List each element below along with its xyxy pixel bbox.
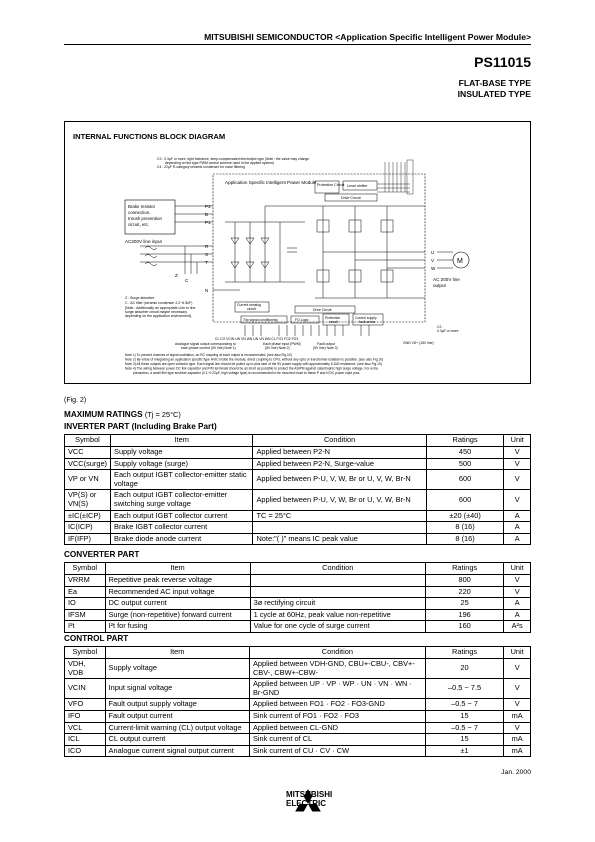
ac-output-1: AC 200V line (433, 277, 460, 282)
inverter-table (64, 434, 531, 545)
protection-2-label: Protection (325, 316, 341, 320)
item-cell: Current-limit warning (CL) output voltage (105, 722, 249, 734)
symbol-cell: VDH, VDB (65, 659, 106, 679)
rating-cell: 220 (425, 586, 503, 598)
c-note-2c: depending on the application environment]. (125, 314, 192, 318)
symbol-cell: I²t (65, 621, 106, 633)
rating-cell: 450 (426, 447, 504, 459)
condition-cell: Note:"( )" means IC peak value (253, 533, 426, 545)
symbol-cell: VCIN (65, 679, 106, 699)
unit-cell: A (504, 510, 531, 522)
condition-cell: Sink current of CL (249, 734, 425, 746)
unit-cell: V (504, 699, 531, 711)
level-shifter-label: Level shifter (347, 184, 368, 188)
symbol-cell: VP or VN (65, 470, 111, 490)
rating-cell: 196 (425, 609, 503, 621)
table-row (65, 522, 531, 534)
fault-output-note: Fault output (317, 342, 335, 346)
item-cell: Input signal voltage (105, 679, 249, 699)
company-header: MITSUBISHI SEMICONDUCTOR <Application Specific Intelligent Power Module> (204, 32, 531, 42)
table-row (65, 447, 531, 459)
unit-cell: A²s (504, 621, 531, 633)
col-symbol: Symbol (65, 563, 106, 575)
rectifier (225, 222, 305, 282)
item-cell: Each output IGBT collector-emitter static voltage (111, 470, 253, 490)
brake-label-1: Brake resistor (128, 204, 156, 209)
note-3: Note 3) All these outputs are open collector type. Each signal line should be pulled up to plus side of the 5V power supply with approximately 5.1kΩ resistance. (see also Fig.10) (125, 362, 382, 366)
asipm-outline (213, 174, 425, 322)
table-row (65, 722, 531, 734)
condition-cell: Sink current of CU · CV · CW (249, 745, 425, 757)
block-diagram (65, 122, 530, 383)
item-cell: Recommended AC input voltage (105, 586, 250, 598)
item-cell: Surge (non-repetitive) forward current (105, 609, 250, 621)
package-type (458, 78, 531, 100)
condition-cell: 3ø rectifying circuit (250, 598, 425, 610)
item-cell: Supply voltage (111, 447, 253, 459)
max-ratings-condition: (Tj = 25°C) (144, 410, 181, 419)
trip-signal-label: Trip signal conditioning (243, 318, 278, 322)
c2-note: C2 : (437, 325, 444, 329)
condition-cell: Sink current of FO1 · FO2 · FO3 (249, 710, 425, 722)
note-c4: C4 : 22μF R-category ceramic condenser for noise filtering (157, 165, 245, 169)
rating-cell: 15 (425, 734, 504, 746)
terminal-n: N (205, 288, 209, 293)
terminal-p1: P1 (205, 220, 211, 225)
rating-cell: –0.5 ~ 7.5 (425, 679, 504, 699)
unit-cell: V (504, 659, 531, 679)
max-ratings-heading (64, 410, 181, 419)
rating-cell: ±20 (±40) (426, 510, 504, 522)
table-row (65, 679, 531, 699)
c-label: C (185, 278, 189, 283)
symbol-cell: VP(S) or VN(S) (65, 490, 111, 510)
brake-label-2: connection, (128, 210, 151, 215)
col-unit: Unit (504, 647, 531, 659)
condition-cell: Applied between P-U, V, W, Br or U, V, W, Br-N (253, 470, 426, 490)
table-row (65, 575, 531, 587)
control-header-row (65, 647, 531, 659)
symbol-cell: IC(ICP) (65, 522, 111, 534)
unit-cell: mA (504, 734, 531, 746)
fault-output-note-b: (5V line) Note 3) (313, 346, 338, 350)
protection-label: Protection Circuit (317, 183, 345, 187)
z-note: Z : Surge absorber. (125, 296, 155, 300)
condition-cell: Applied between CL-GND (249, 722, 425, 734)
unit-cell: V (504, 679, 531, 699)
unit-cell: A (504, 598, 531, 610)
terminal-w: W (431, 266, 436, 271)
col-ratings: Ratings (425, 647, 504, 659)
symbol-cell: VFO (65, 699, 106, 711)
unit-cell: V (504, 470, 531, 490)
item-cell: Analogue current signal output current (105, 745, 249, 757)
block-diagram-frame (64, 121, 531, 384)
unit-cell: A (504, 522, 531, 534)
col-unit: Unit (504, 563, 531, 575)
diagram-title: INTERNAL FUNCTIONS BLOCK DIAGRAM (73, 132, 226, 141)
condition-cell (250, 575, 425, 587)
c-note: C : AC filter (ceramic condenser 2.2~6.5nF) (125, 301, 193, 305)
part-number: PS11015 (474, 54, 531, 70)
symbol-cell: IFSM (65, 609, 106, 621)
analogue-note: Analogue signal output corresponding to (175, 342, 236, 346)
col-symbol: Symbol (65, 647, 106, 659)
current-sense-label-2: circuit (247, 307, 256, 311)
header-rule (64, 44, 531, 45)
terminal-s: S (205, 252, 209, 257)
rating-cell: 500 (426, 458, 504, 470)
table-row (65, 734, 531, 746)
drive-top-label: Drive Circuit (341, 196, 361, 200)
terminal-b: B (205, 212, 209, 217)
table-row (65, 533, 531, 545)
condition-cell: Applied between VDH-GND, CBU+-CBU-, CBV+-CBV-, CBW+-CBW- (249, 659, 425, 679)
ac-input-label: AC200V line input (125, 239, 162, 244)
unit-cell: A (504, 533, 531, 545)
unit-cell: V (504, 458, 531, 470)
item-cell: DC output current (105, 598, 250, 610)
rating-cell: 800 (425, 575, 503, 587)
col-ratings: Ratings (426, 435, 504, 447)
ac-output-2: output (433, 283, 446, 288)
note-4b: precaution, a small film type snubber capacitor (0.1~0.22μF, high voltage type) is recommended to be mounted close to these P and N DC power input pins. (133, 371, 361, 375)
max-ratings-title: MAXIMUM RATINGS (64, 410, 143, 419)
item-cell: Fault output current (105, 710, 249, 722)
symbol-cell: IFO (65, 710, 106, 722)
current-sense-label: Current sensing (237, 303, 261, 307)
table-row (65, 659, 531, 679)
protection-2-label-b: circuit (329, 320, 338, 324)
drive-bottom-label: Drive Circuit (313, 308, 332, 312)
condition-cell: TC = 25°C (253, 510, 426, 522)
symbol-cell: Ea (65, 586, 106, 598)
rating-cell: ±1 (425, 745, 504, 757)
converter-header-row (65, 563, 531, 575)
note-4: Note 4) The wiring between power DC link capacitor and P/N terminals should be as short as possible to protect the ASIPM against catastrophic high surge voltage. For extra (125, 366, 378, 371)
rating-cell: 20 (425, 659, 504, 679)
symbol-cell: VRRM (65, 575, 106, 587)
asipm-label: Application Specific Intelligent Power Module (225, 180, 317, 185)
table-row (65, 609, 531, 621)
terminal-r: R (205, 244, 209, 249)
unit-cell: V (504, 447, 531, 459)
condition-cell: Applied between P2-N (253, 447, 426, 459)
col-condition: Condition (250, 563, 425, 575)
col-item: Item (105, 563, 250, 575)
table-row (65, 586, 531, 598)
table-row (65, 510, 531, 522)
terminal-t: T (205, 260, 208, 265)
col-item: Item (111, 435, 253, 447)
table-row (65, 470, 531, 490)
bottom-pins: CL CO VCIN UN VN WN UN VN WN CL FO1 FO2 FO3 (215, 337, 299, 341)
col-condition: Condition (249, 647, 425, 659)
table-row (65, 490, 531, 510)
note-1: Note 1) To prevent chances of signal oscillation, an RC coupling at each output is recommended. (see also Fig.10) (125, 353, 292, 357)
c-note-2b: surge absorber circuit maybe necessary (125, 310, 188, 314)
brand-line-1: MITSUBISHI (286, 790, 333, 799)
col-condition: Condition (253, 435, 426, 447)
rating-cell: 15 (425, 710, 504, 722)
note-c3: C3 : 0.3μF or more, tight tolerance, temp-compensated electrolytic type (Note : the value may change (157, 157, 310, 161)
item-cell: Supply voltage (surge) (111, 458, 253, 470)
gnd-vd: GND VD+ (15V line) (403, 341, 434, 345)
fo-logic-label: FO Logic (295, 318, 309, 322)
rating-cell: 8 (16) (426, 522, 504, 534)
unit-cell: V (504, 490, 531, 510)
rating-cell: 600 (426, 470, 504, 490)
inverter-header-row (65, 435, 531, 447)
converter-table (64, 562, 531, 633)
symbol-cell: VCC (65, 447, 111, 459)
item-cell: Each output IGBT collector-emitter switching surge voltage (111, 490, 253, 510)
symbol-cell: ICL (65, 734, 106, 746)
control-heading: CONTROL PART (64, 634, 129, 643)
item-cell: Each output IGBT collector current (111, 510, 253, 522)
motor-label: M (457, 258, 463, 265)
brand-name (286, 790, 332, 808)
unit-cell: mA (504, 710, 531, 722)
c2-note-b: 0.3μF or more (437, 329, 459, 333)
table-row (65, 699, 531, 711)
col-symbol: Symbol (65, 435, 111, 447)
unit-cell: V (504, 722, 531, 734)
item-cell: I²t for fusing (105, 621, 250, 633)
table-row (65, 745, 531, 757)
table-row (65, 621, 531, 633)
c-note-2a: [Note : Additionally an appropriate Line to line (125, 306, 196, 310)
converter-heading: CONVERTER PART (64, 550, 140, 559)
brake-label-4: circuit, etc. (128, 222, 149, 227)
symbol-cell: IO (65, 598, 106, 610)
brake-label-3: Inrush prevention (128, 216, 162, 221)
rating-cell: 600 (426, 490, 504, 510)
condition-cell (253, 522, 426, 534)
condition-cell: Applied between P-U, V, W, Br or U, V, W, Br-N (253, 490, 426, 510)
rating-cell: 25 (425, 598, 503, 610)
each-phase-note-b: (5V line) Note 2) (265, 346, 290, 350)
type-line-1: FLAT-BASE TYPE (458, 78, 531, 88)
symbol-cell: IF(IFP) (65, 533, 111, 545)
terminal-u: U (431, 250, 435, 255)
document-date: Jan. 2000 (501, 769, 531, 776)
col-item: Item (105, 647, 249, 659)
item-cell: Supply voltage (105, 659, 249, 679)
col-unit: Unit (504, 435, 531, 447)
rating-cell: 8 (16) (426, 533, 504, 545)
table-row (65, 458, 531, 470)
symbol-cell: VCC(surge) (65, 458, 111, 470)
analogue-note-b: each phase current (5V line) Note 1) (181, 346, 236, 350)
condition-cell: Applied between FO1 · FO2 · FO3-GND (249, 699, 425, 711)
symbol-cell: ±IC(±ICP) (65, 510, 111, 522)
terminal-v: V (431, 258, 435, 263)
table-row (65, 710, 531, 722)
condition-cell (250, 586, 425, 598)
symbol-cell: ICO (65, 745, 106, 757)
symbol-cell: VCL (65, 722, 106, 734)
brand-line-2: ELECTRIC (286, 799, 326, 808)
condition-cell: Applied between P2-N, Surge-value (253, 458, 426, 470)
type-line-2: INSULATED TYPE (457, 89, 531, 99)
item-cell: Fault output supply voltage (105, 699, 249, 711)
condition-cell: Applied between UP · VP · WP · UN · VN · WN · Br-GND (249, 679, 425, 699)
item-cell: Repetitive peak reverse voltage (105, 575, 250, 587)
item-cell: Brake IGBT collector current (111, 522, 253, 534)
rating-cell: –0.5 ~ 7 (425, 699, 504, 711)
unit-cell: V (504, 586, 531, 598)
unit-cell: V (504, 575, 531, 587)
each-phase-note: Each phase input (PWM) (263, 342, 301, 346)
col-ratings: Ratings (425, 563, 503, 575)
note-2: Note 2) By virtue of integrating an application specific type HVIC inside the module, direct coupling to CPU, without any opto or transformer isolation is possible. (see also Fig.10) (125, 357, 384, 362)
item-cell: Brake diode anode current (111, 533, 253, 545)
item-cell: CL output current (105, 734, 249, 746)
rating-cell: –0.5 ~ 7 (425, 722, 504, 734)
unit-cell: mA (504, 745, 531, 757)
control-supply-label: Control supply (355, 316, 377, 320)
terminal-p2: P2 (205, 204, 211, 209)
condition-cell: Value for one cycle of surge current (250, 621, 425, 633)
note-c3b: depending on the type PWM control scheme used in the applied system) (165, 161, 274, 165)
figure-label: (Fig. 2) (64, 397, 87, 404)
condition-cell: 1 cycle at 60Hz, peak value non-repetitive (250, 609, 425, 621)
inverter-heading: INVERTER PART (Including Brake Part) (64, 422, 217, 431)
control-supply-label-b: fault sense (359, 320, 376, 324)
control-table (64, 646, 531, 757)
rating-cell: 160 (425, 621, 503, 633)
z-label: Z (175, 273, 178, 278)
unit-cell: A (504, 609, 531, 621)
table-row (65, 598, 531, 610)
